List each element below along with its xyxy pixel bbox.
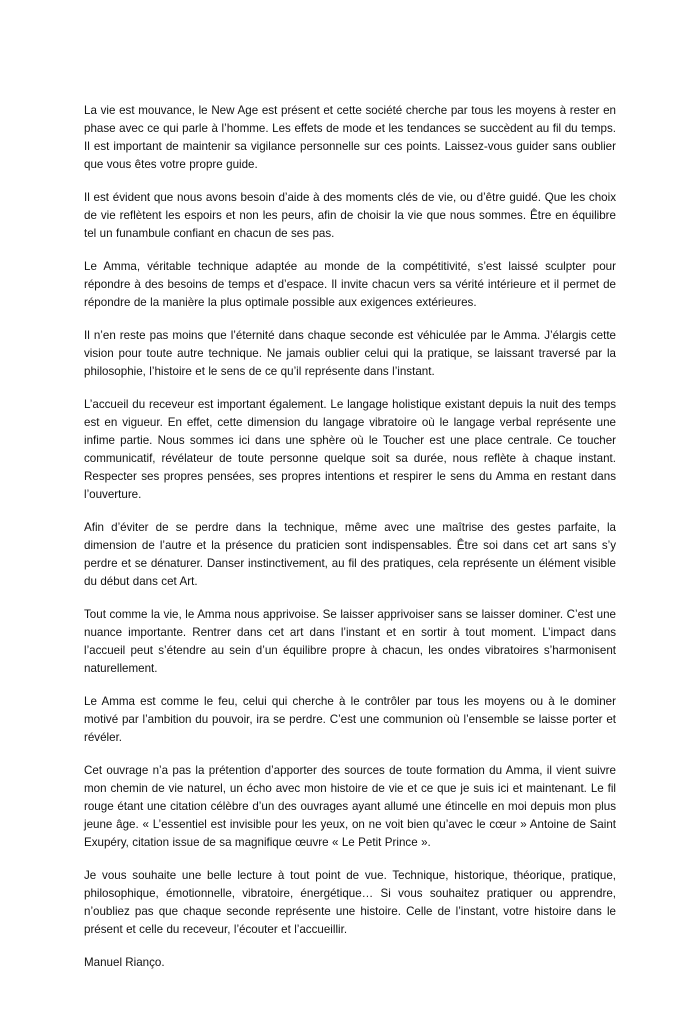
author-signature: Manuel Rianço. [84,956,165,969]
paragraph-3: Le Amma, véritable technique adaptée au monde de la compétitivité, s’est laissé sculpter pour répondre à des besoins de temps et d’espace. Il invite chacun vers sa vérité intérieure et il permet de répondre de la manière la plus optimale possible aux exigences extérieures. [84,260,616,309]
paragraph-4: Il n’en reste pas moins que l’éternité dans chaque seconde est véhiculée par le Amma. J’élargis cette vision pour toute autre technique. Ne jamais oublier celui qui la pratique, se laissant traversé par la philosophie, l’histoire et le sens de ce qu’il représente dans l’instant. [84,329,616,378]
paragraph-6: Afin d’éviter de se perdre dans la technique, même avec une maîtrise des gestes parfaite, la dimension de l’autre et la présence du praticien sont indispensables. Être soi dans cet art sans s’y perdre et se dénaturer. Danser instinctivement, au fil des pratiques, cela représente un élément visible du début dans cet Art. [84,521,616,588]
paragraph-8: Le Amma est comme le feu, celui qui cherche à le contrôler par tous les moyens ou à le dominer motivé par l’ambition du pouvoir, ira se perdre. C’est une communion où l’ensemble se laisse porter et révéler. [84,695,616,744]
paragraph-9: Cet ouvrage n’a pas la prétention d’apporter des sources de toute formation du Amma, il vient suivre mon chemin de vie naturel, un écho avec mon histoire de vie et ce que je suis ici et maintenant. Le fil rouge étant une citation célèbre d’un des ouvrages ayant allumé une étincelle en moi depuis mon plus jeune âge. « L’essentiel est invisible pour les yeux, on ne voit bien qu’avec le cœur » Antoine de Saint Exupéry, citation issue de sa magnifique œuvre « Le Petit Prince ». [84,764,616,849]
paragraph-7: Tout comme la vie, le Amma nous apprivoise. Se laisser apprivoiser sans se laisser dominer. C’est une nuance importante. Rentrer dans cet art dans l’instant et en sortir à tout moment. L’impact dans l’accueil peut s’étendre au sein d’un équilibre propre à chacun, les ondes vibratoires s’harmonisent naturellement. [84,608,616,675]
paragraph-1: La vie est mouvance, le New Age est présent et cette société cherche par tous les moyens à rester en phase avec ce qui parle à l’homme. Les effets de mode et les tendances se succèdent au fil du temps. Il est important de maintenir sa vigilance personnelle sur ces points. Laissez-vous guider sans oublier que vous êtes votre propre guide. [84,104,616,171]
paragraph-5: L’accueil du receveur est important également. Le langage holistique existant depuis la nuit des temps est en vigueur. En effet, cette dimension du langage vibratoire où le langage verbal représente une infime partie. Nous sommes ici dans une sphère où le Toucher est une place centrale. Ce toucher communicatif, révélateur de toute personne quelque soit sa durée, nous reflète à chaque instant. Respecter ses propres pensées, ses propres intentions et respirer le sens du Amma en restant dans l’ouverture. [84,398,616,501]
paragraph-10: Je vous souhaite une belle lecture à tout point de vue. Technique, historique, théorique, pratique, philosophique, émotionnelle, vibratoire, énergétique… Si vous souhaitez pratiquer ou apprendre, n’oubliez pas que chaque seconde représente une histoire. Celle de l’instant, votre histoire dans le présent et celle du receveur, l’écouter et l’accueillir. [84,869,616,936]
paragraph-2: Il est évident que nous avons besoin d’aide à des moments clés de vie, ou d’être guidé. Que les choix de vie reflètent les espoirs et non les peurs, afin de choisir la vie que nous sommes. Être en équilibre tel un funambule confiant en chacun de ses pas. [84,191,616,240]
